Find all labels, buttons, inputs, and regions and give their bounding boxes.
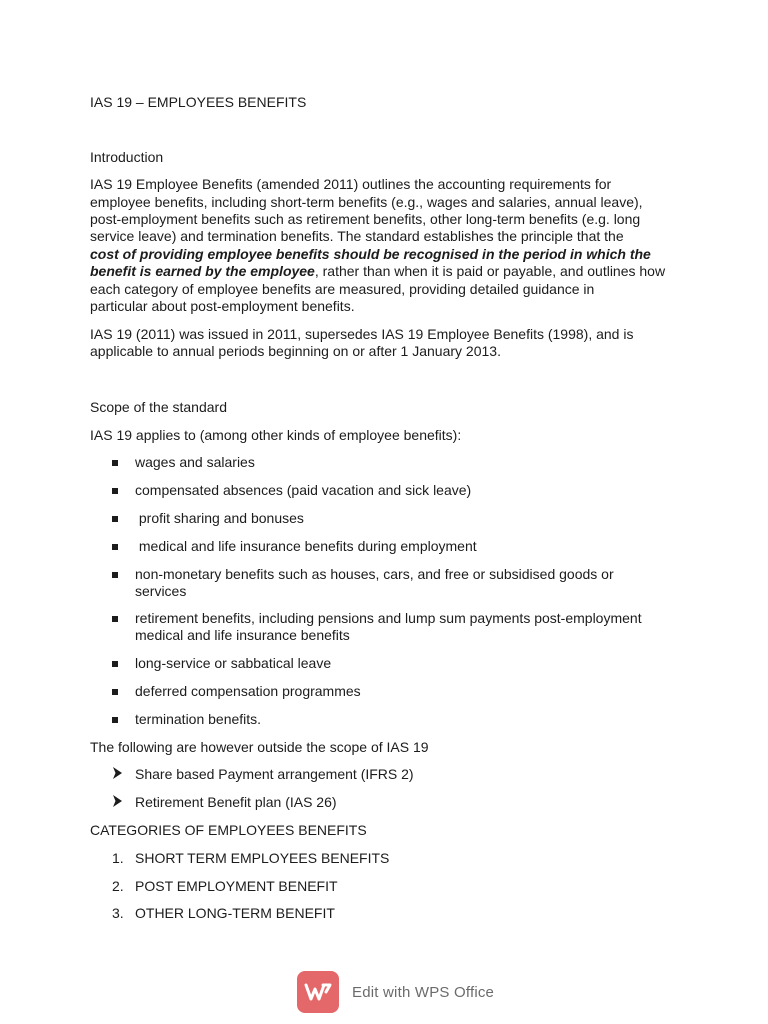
bullet-icon [112,488,118,494]
categories-heading: CATEGORIES OF EMPLOYEES BENEFITS [90,822,367,838]
bullet-icon [112,689,118,695]
list-item-text: medical and life insurance benefits [135,627,350,643]
bullet-icon [112,717,118,723]
list-item-text: profit sharing and bonuses [135,510,304,526]
intro-emphasis-text: benefit is earned by the employee [90,263,315,279]
bullet-icon [112,516,118,522]
intro-paragraph-line: IAS 19 (2011) was issued in 2011, supersedes IAS 19 Employee Benefits (1998), and is [90,326,634,342]
list-item-text: non-monetary benefits such as houses, cars, and free or subsidised goods or [135,566,614,582]
intro-emphasis-line [90,263,665,281]
bullet-icon [112,572,118,578]
list-item-text: compensated absences (paid vacation and sick leave) [135,482,472,498]
list-item-text: wages and salaries [135,454,255,470]
list-item-text: long-service or sabbatical leave [135,655,332,671]
arrow-bullet-icon [112,766,123,784]
list-item-text: POST EMPLOYMENT BENEFIT [135,878,338,894]
edit-with-wps-banner[interactable] [297,970,494,1014]
outside-scope-intro: The following are however outside the scope of IAS 19 [90,739,429,755]
list-item-text: services [135,583,187,599]
document-title: IAS 19 – EMPLOYEES BENEFITS [90,94,307,110]
intro-paragraph-text: , rather than when it is paid or payable, and outlines how [314,263,666,279]
intro-paragraph-line: post-employment benefits such as retirement benefits, other long-term benefits (e.g. long [90,211,641,227]
arrow-bullet-icon [112,794,123,812]
wps-logo-icon[interactable] [297,971,339,1013]
list-item-text: medical and life insurance benefits during employment [135,538,477,554]
list-number: 2. [112,878,124,894]
list-item-text: termination benefits. [135,711,262,727]
intro-paragraph-line: particular about post-employment benefits. [90,298,355,314]
scope-intro: IAS 19 applies to (among other kinds of employee benefits): [90,427,462,443]
intro-paragraph-line: service leave) and termination benefits. The standard establishes the principle that the [90,228,624,244]
list-item-text: retirement benefits, including pensions and lump sum payments post-employment [135,610,642,626]
intro-emphasis-text: cost of providing employee benefits should be recognised in the period in which the [90,246,651,262]
edit-with-wps-label[interactable]: Edit with WPS Office [352,983,495,1001]
list-number: 1. [112,850,124,866]
intro-paragraph-line: IAS 19 Employee Benefits (amended 2011) outlines the accounting requirements for [90,176,612,192]
scope-heading: Scope of the standard [90,399,227,415]
list-item-text: SHORT TERM EMPLOYEES BENEFITS [135,850,390,866]
intro-paragraph-line: applicable to annual periods beginning on or after 1 January 2013. [90,343,501,359]
list-item-text: deferred compensation programmes [135,683,361,699]
intro-paragraph-line: each category of employee benefits are measured, providing detailed guidance in [90,281,595,297]
list-number: 3. [112,905,124,921]
list-item-text: OTHER LONG-TERM BENEFIT [135,905,335,921]
bullet-icon [112,460,118,466]
bullet-icon [112,544,118,550]
introduction-heading: Introduction [90,149,164,165]
intro-paragraph-line: employee benefits, including short-term benefits (e.g., wages and salaries, annual leave), [90,194,643,210]
bullet-icon [112,661,118,667]
list-item-text: Retirement Benefit plan (IAS 26) [135,794,337,810]
list-item-text: Share based Payment arrangement (IFRS 2) [135,766,414,782]
bullet-icon [112,616,118,622]
